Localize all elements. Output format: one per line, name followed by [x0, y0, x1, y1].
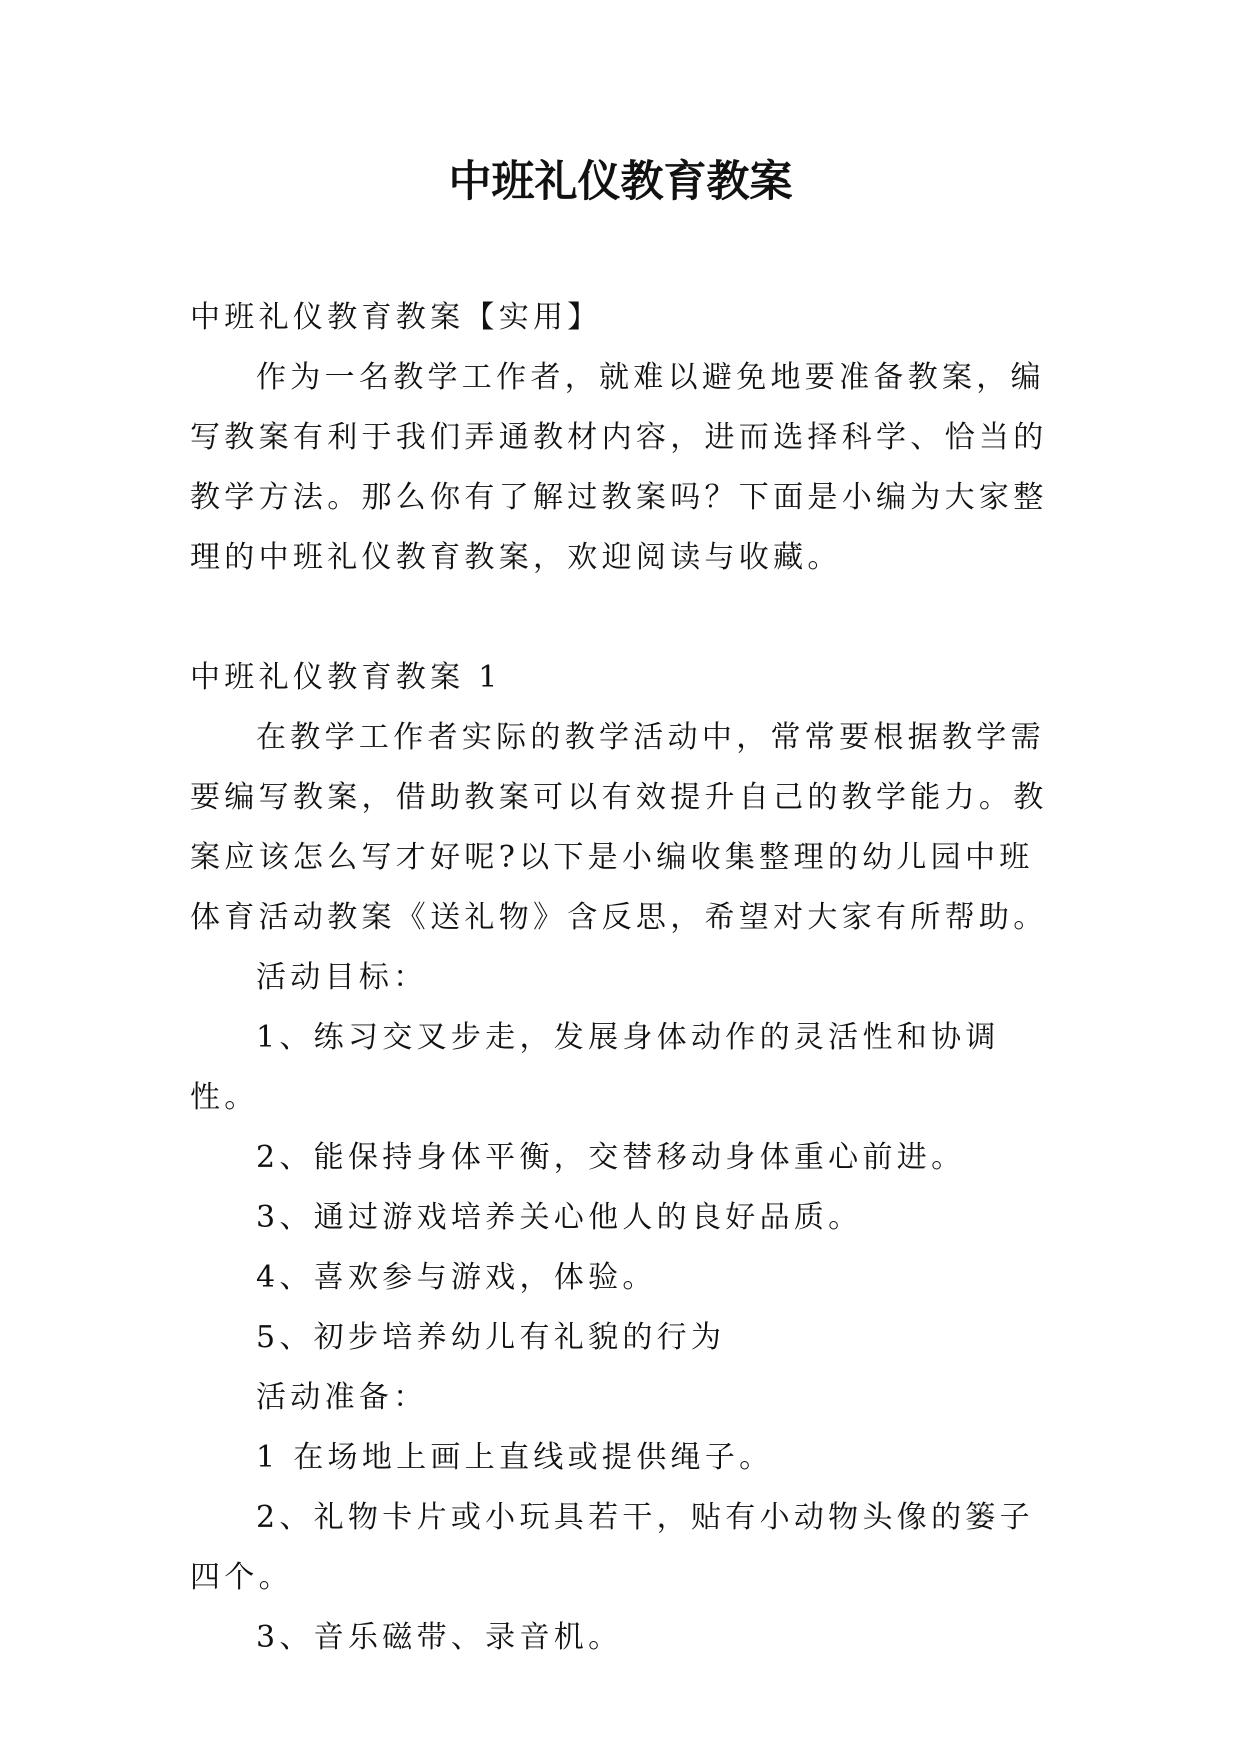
- document-title: 中班礼仪教育教案: [448, 157, 793, 207]
- section-heading: 中班礼仪教育教案 1: [190, 660, 502, 695]
- document-body: [190, 288, 1054, 1668]
- goals-label: 活动目标：: [256, 960, 428, 995]
- intro-paragraph: 作为一名教学工作者，就难以避免地要准备教案，编写教案有利于我们弄通教材内容，进而选择科学、恰当的教学方法。那么你有了解过教案吗？下面是小编为大家整理的中班礼仪教育教案，欢迎阅读与收藏。: [190, 360, 1048, 575]
- document-subtitle: 中班礼仪教育教案【实用】: [190, 300, 602, 335]
- prep-item: 2、礼物卡片或小玩具若干，贴有小动物头像的篓子四个。: [190, 1500, 1034, 1595]
- goal-item: 3、通过游戏培养关心他人的良好品质。: [256, 1200, 863, 1235]
- paragraph-spacer: [190, 588, 1054, 648]
- goal-item: 5、初步培养幼儿有礼貌的行为: [256, 1320, 726, 1355]
- prep-item: 3、音乐磁带、录音机。: [256, 1620, 623, 1655]
- goal-item: 4、喜欢参与游戏，体验。: [256, 1260, 657, 1295]
- section-intro-paragraph: 在教学工作者实际的教学活动中，常常要根据教学需要编写教案，借助教案可以有效提升自己的教学能力。教案应该怎么写才好呢?以下是小编收集整理的幼儿园中班体育活动教案《送礼物》含反思，希望对大家有所帮助。: [190, 720, 1048, 935]
- prep-item: 1 在场地上画上直线或提供绳子。: [256, 1440, 774, 1475]
- prep-label: 活动准备：: [256, 1380, 428, 1415]
- goal-item: 2、能保持身体平衡，交替移动身体重心前进。: [256, 1140, 966, 1175]
- goal-item: 1、练习交叉步走，发展身体动作的灵活性和协调性。: [190, 1020, 1000, 1115]
